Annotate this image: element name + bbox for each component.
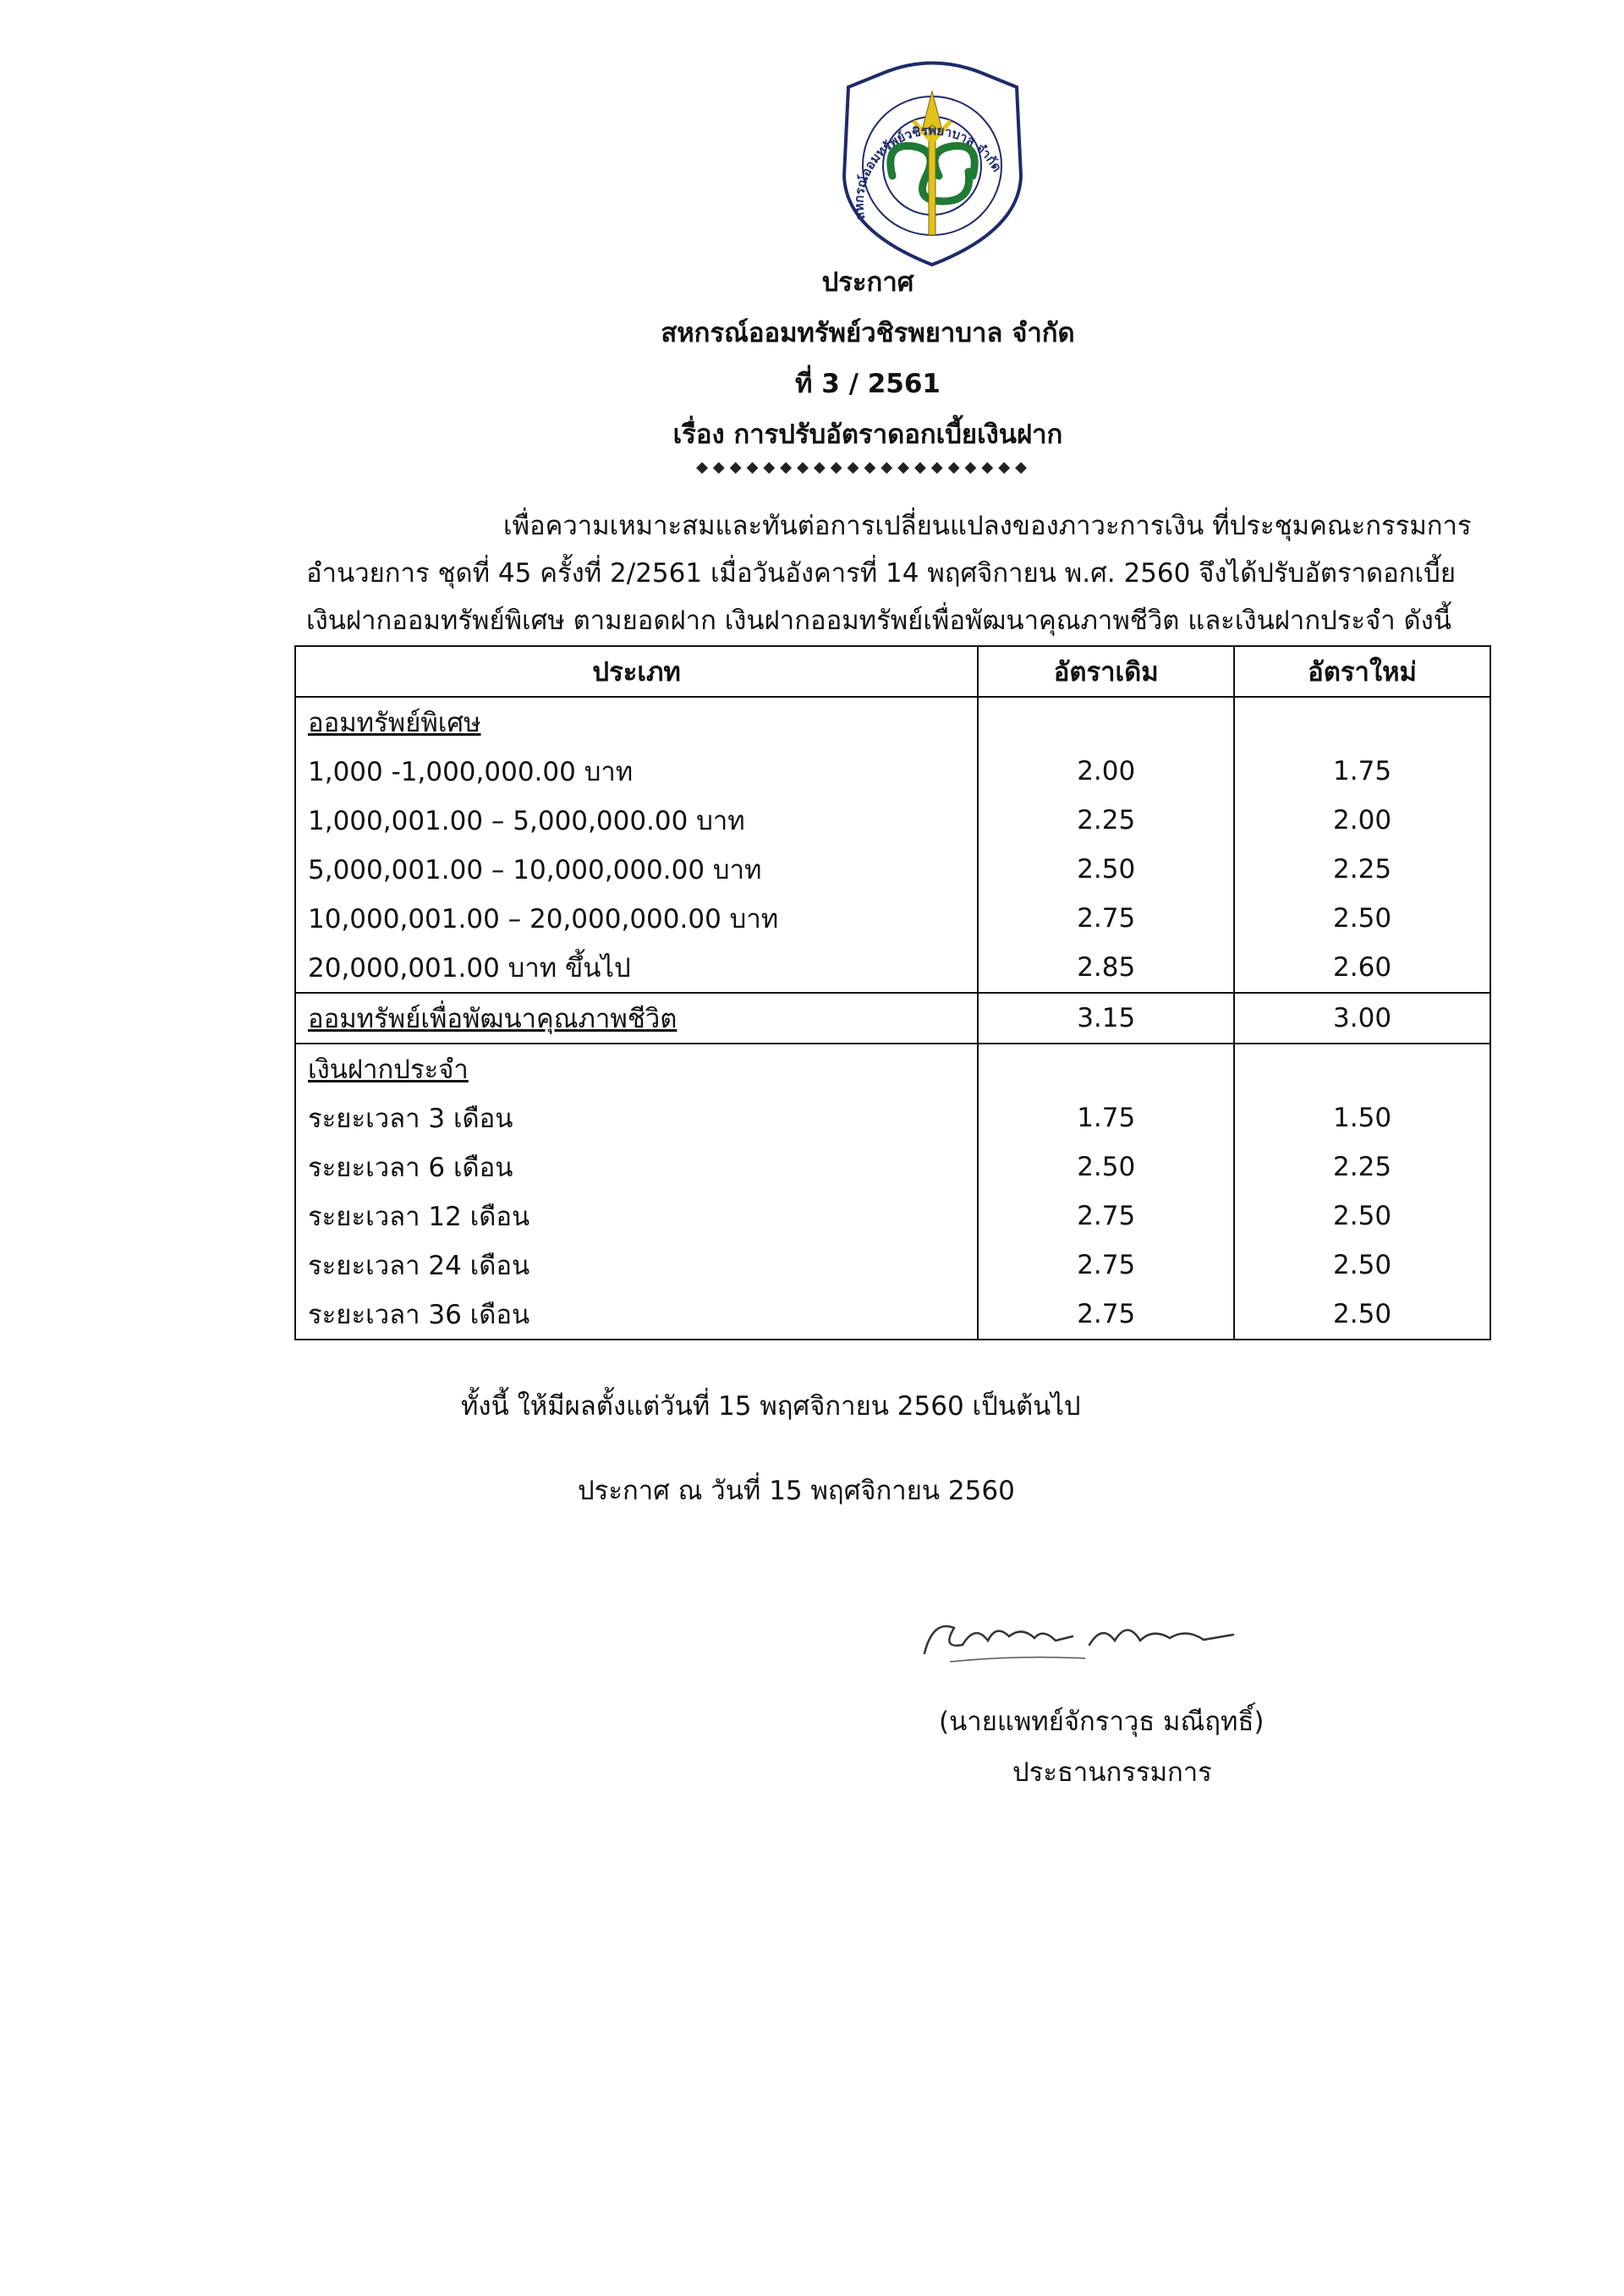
- interest-rate-table: [294, 645, 1491, 1340]
- row-old-rate: 2.75: [978, 1290, 1234, 1340]
- row-new-rate: 3.00: [1234, 993, 1490, 1044]
- header-type: ประเภท: [295, 646, 978, 697]
- decorative-divider: ◆◆◆◆◆◆◆◆◆◆◆◆◆◆◆◆◆◆◆◆: [696, 458, 1032, 476]
- section-title-special-savings: ออมทรัพย์พิเศษ: [308, 708, 481, 738]
- row-label: ระยะเวลา 36 เดือน: [295, 1290, 978, 1340]
- section-title-fixed-deposit: เงินฝากประจำ: [308, 1055, 469, 1085]
- row-label: 1,000,001.00 – 5,000,000.00 บาท: [295, 796, 978, 845]
- row-old-rate: 2.75: [978, 894, 1234, 943]
- table-row: [295, 796, 1490, 845]
- row-label: ระยะเวลา 3 เดือน: [295, 1093, 978, 1143]
- table-row: [295, 894, 1490, 943]
- row-label: ระยะเวลา 12 เดือน: [295, 1192, 978, 1241]
- row-new-rate: 2.50: [1234, 1290, 1490, 1340]
- announcement-number: ที่ 3 / 2561: [795, 369, 941, 399]
- row-new-rate: 1.75: [1234, 747, 1490, 796]
- section-title-row: [295, 1044, 1490, 1093]
- header-old-rate: อัตราเดิม: [978, 646, 1234, 697]
- row-old-rate: 2.75: [978, 1192, 1234, 1241]
- table-row: [295, 1192, 1490, 1241]
- row-label: 1,000 -1,000,000.00 บาท: [295, 747, 978, 796]
- table-row: [295, 1143, 1490, 1192]
- table-row: [295, 747, 1490, 796]
- row-old-rate: 1.75: [978, 1093, 1234, 1143]
- header-new-rate: อัตราใหม่: [1234, 646, 1490, 697]
- row-old-rate: 2.75: [978, 1241, 1234, 1290]
- row-new-rate: 2.00: [1234, 796, 1490, 845]
- row-new-rate: 2.50: [1234, 1192, 1490, 1241]
- row-label: 20,000,001.00 บาท ขึ้นไป: [295, 943, 978, 993]
- logo-ring-text: สหกรณ์ออมทรัพย์วชิรพยาบาล จำกัด: [851, 123, 1005, 222]
- table-row: [295, 845, 1490, 894]
- row-new-rate: 2.50: [1234, 1241, 1490, 1290]
- cooperative-logo: [833, 58, 1032, 269]
- row-label: ระยะเวลา 6 เดือน: [295, 1143, 978, 1192]
- body-line-1: เพื่อความเหมาะสมและทันต่อการเปลี่ยนแปลงของภาวะการเงิน ที่ประชุมคณะกรรมการ: [503, 511, 1472, 541]
- table-row: [295, 1290, 1490, 1340]
- table-row: [295, 943, 1490, 993]
- row-new-rate: 2.50: [1234, 894, 1490, 943]
- row-new-rate: 2.60: [1234, 943, 1490, 993]
- row-old-rate: 2.85: [978, 943, 1234, 993]
- table-row: [295, 1241, 1490, 1290]
- row-new-rate: 1.50: [1234, 1093, 1490, 1143]
- table-row: [295, 1093, 1490, 1143]
- row-label: 5,000,001.00 – 10,000,000.00 บาท: [295, 845, 978, 894]
- row-old-rate: 2.50: [978, 845, 1234, 894]
- announcement-subject: เรื่อง การปรับอัตราดอกเบี้ยเงินฝาก: [672, 419, 1063, 450]
- organization-name: สหกรณ์ออมทรัพย์วชิรพยาบาล จำกัด: [661, 318, 1075, 348]
- effective-date-text: ทั้งนี้ ให้มีผลตั้งแต่วันที่ 15 พฤศจิกายน 2560 เป็นต้นไป: [461, 1391, 1081, 1422]
- signatory-name: (นายแพทย์จักราวุธ มณีฤทธิ์): [939, 1707, 1265, 1737]
- row-new-rate: 2.25: [1234, 845, 1490, 894]
- row-label: ระยะเวลา 24 เดือน: [295, 1241, 978, 1290]
- handwritten-signature: [916, 1603, 1254, 1670]
- announcement-date-text: ประกาศ ณ วันที่ 15 พฤศจิกายน 2560: [578, 1476, 1015, 1506]
- row-old-rate: 2.25: [978, 796, 1234, 845]
- section-title-row: [295, 697, 1490, 747]
- row-old-rate: 2.00: [978, 747, 1234, 796]
- section-title-life-quality-savings: ออมทรัพย์เพื่อพัฒนาคุณภาพชีวิต: [308, 1004, 678, 1034]
- row-old-rate: 3.15: [978, 993, 1234, 1044]
- body-line-3: เงินฝากออมทรัพย์พิเศษ ตามยอดฝาก เงินฝากออมทรัพย์เพื่อพัฒนาคุณภาพชีวิต และเงินฝากประจำ ดังนี้: [306, 606, 1451, 636]
- body-line-2: อำนวยการ ชุดที่ 45 ครั้งที่ 2/2561 เมื่อวันอังคารที่ 14 พฤศจิกายน พ.ศ. 2560 จึงได้ปรับอัตราดอกเบี้ย: [306, 558, 1456, 589]
- row-label: 10,000,001.00 – 20,000,000.00 บาท: [295, 894, 978, 943]
- row-new-rate: 2.25: [1234, 1143, 1490, 1192]
- table-row: [295, 993, 1490, 1044]
- signatory-title: ประธานกรรมการ: [1012, 1757, 1212, 1788]
- table-header-row: [295, 646, 1490, 697]
- announcement-heading: ประกาศ: [821, 267, 914, 298]
- row-old-rate: 2.50: [978, 1143, 1234, 1192]
